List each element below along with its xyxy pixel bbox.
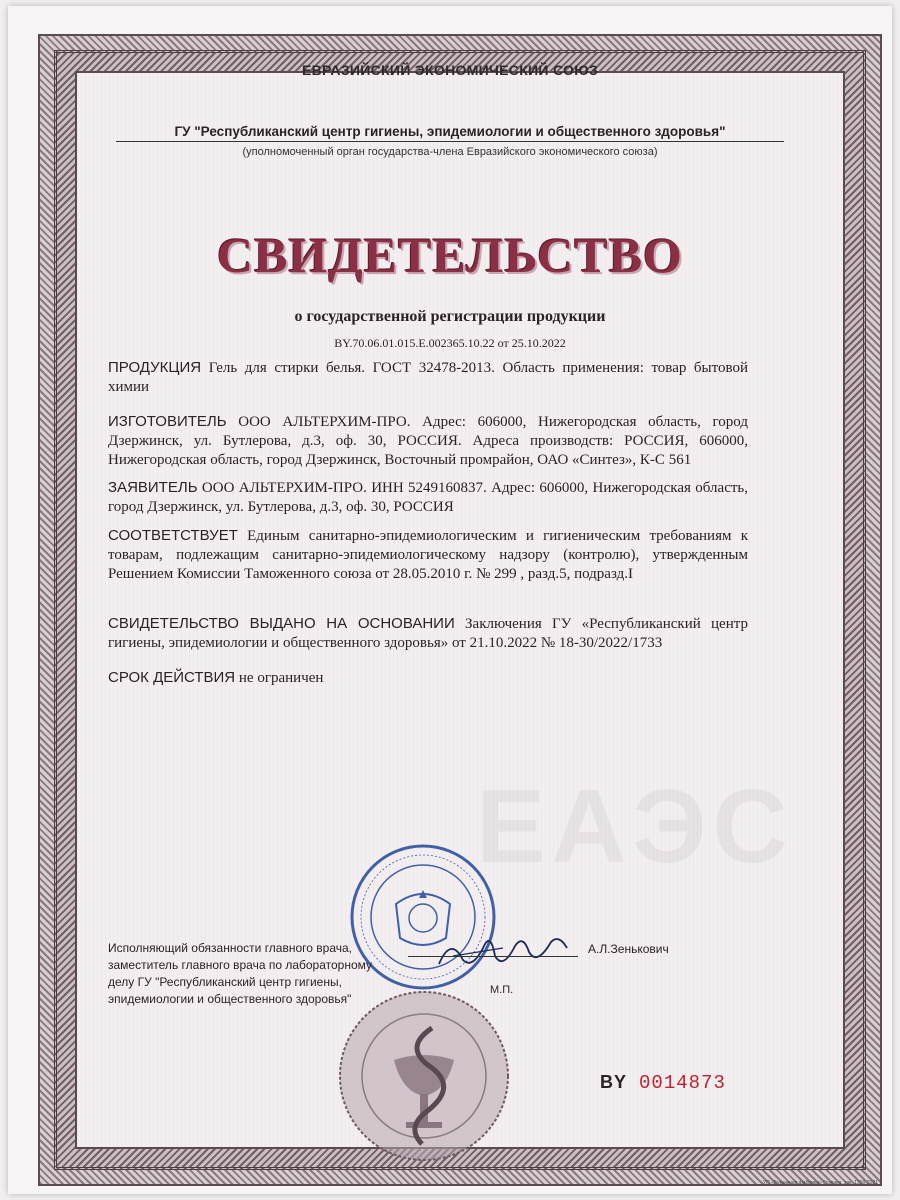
manufacturer-text: ООО АЛЬТЕРХИМ-ПРО. Адрес: 606000, Нижегородская область, город Дзержинск, ул. Бутлерова, д.3, оф. 30, РОССИЯ. Адреса производств: РОССИЯ, 606000, Нижегородская область, город Дзержинск, Восточный промрайон, ОАО «Синтез», К-С 561 bbox=[108, 414, 748, 468]
serial-prefix: BY bbox=[600, 1072, 628, 1092]
organization-note: (уполномоченный орган государства-члена Евразийского экономического союза) bbox=[242, 146, 658, 158]
signatory-position bbox=[108, 940, 408, 1008]
product-lead: ПРОДУКЦИЯ bbox=[108, 359, 202, 376]
applicant-section bbox=[108, 478, 748, 517]
signatory-line: Исполняющий обязанности главного врача, bbox=[108, 941, 352, 955]
issuing-organization: ГУ "Республиканский центр гигиены, эпидемиологии и общественного здоровья" bbox=[116, 124, 784, 142]
compliance-text: Единым санитарно-эпидемиологическим и гигиеническим требованиям к товарам, подлежащим санитарно-эпидемиологическому надзору (контролю), утвержденным Решением Комиссии Таможенного союза от 28.05.2010 г. № 299 , разд.5, подразд.I bbox=[108, 528, 748, 582]
product-text: Гель для стирки белья. ГОСТ 32478-2013. Область применения: товар бытовой химии bbox=[108, 360, 749, 395]
applicant-lead: ЗАЯВИТЕЛЬ bbox=[108, 479, 198, 496]
product-section bbox=[108, 358, 748, 397]
compliance-lead: СООТВЕТСТВУЕТ bbox=[108, 527, 238, 544]
validity-lead: СРОК ДЕЙСТВИЯ bbox=[108, 669, 236, 686]
certificate-subtitle: о государственной регистрации продукции bbox=[294, 308, 606, 325]
signer-name: А.Л.Зенькович bbox=[588, 942, 669, 956]
basis-lead: СВИДЕТЕЛЬСТВО ВЫДАНО НА ОСНОВАНИИ bbox=[108, 615, 455, 632]
printer-imprint: УП «Бумажная фабрика» Гознака. зак. 1316-2021 bbox=[762, 1180, 878, 1186]
basis-text: Заключения ГУ «Республиканский центр гигиены, эпидемиологии и общественного здоровья» от 21.10.2022 № 18-30/2022/1733 bbox=[108, 616, 748, 651]
manufacturer-section bbox=[108, 412, 748, 470]
signatory-line: делу ГУ "Республиканский центр гигиены, bbox=[108, 975, 342, 989]
hygiene-emblem-icon bbox=[336, 988, 512, 1164]
union-header: ЕВРАЗИЙСКИЙ ЭКОНОМИЧЕСКИЙ СОЮЗ bbox=[301, 62, 599, 78]
serial-number bbox=[600, 1072, 726, 1094]
compliance-section bbox=[108, 526, 748, 584]
handwritten-signature bbox=[433, 926, 573, 974]
manufacturer-lead: ИЗГОТОВИТЕЛЬ bbox=[108, 413, 227, 430]
serial-digits: 0014873 bbox=[639, 1072, 726, 1094]
stamp-place: М.П. bbox=[490, 984, 514, 996]
signatory-line: заместитель главного врача по лабораторному bbox=[108, 958, 373, 972]
validity-section bbox=[108, 668, 748, 688]
applicant-text: ООО АЛЬТЕРХИМ-ПРО. ИНН 5249160837. Адрес: 606000, Нижегородская область, город Дзержинск, ул. Бутлерова, д.3, оф. 30, РОССИЯ bbox=[108, 480, 748, 515]
certificate-sheet bbox=[8, 6, 892, 1194]
basis-section bbox=[108, 614, 748, 653]
validity-text: не ограничен bbox=[238, 670, 324, 686]
certificate-title: СВИДЕТЕЛЬСТВО bbox=[217, 227, 683, 283]
signature-line bbox=[408, 956, 578, 957]
signatory-line: эпидемиологии и общественного здоровья" bbox=[108, 992, 352, 1006]
eaeu-watermark: EAЭC bbox=[476, 769, 794, 885]
registration-number: BY.70.06.01.015.E.002365.10.22 от 25.10.2022 bbox=[334, 336, 566, 350]
